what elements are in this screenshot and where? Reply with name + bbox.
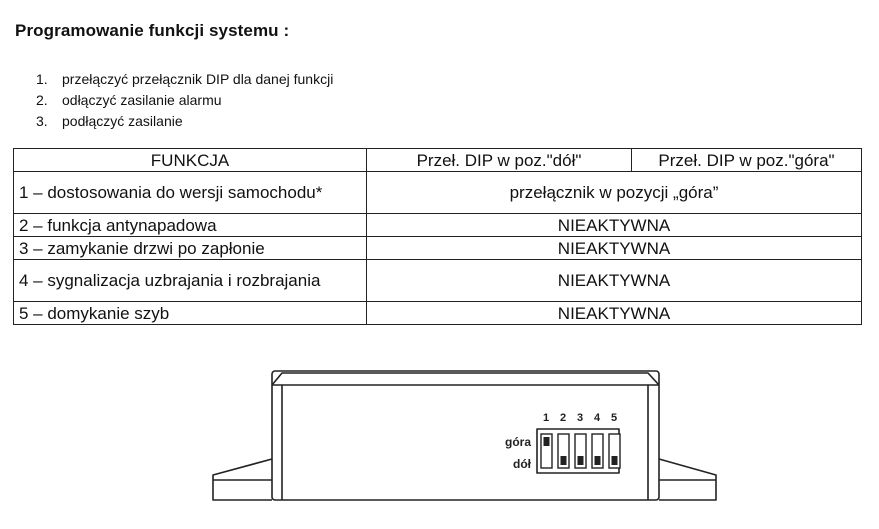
dip-switch-2-knob [561,456,567,465]
function-cell: 3 – zamykanie drzwi po zapłonie [14,237,367,260]
function-cell: 5 – domykanie szyb [14,302,367,325]
header-dip-down: Przeł. DIP w poz."dół" [367,149,632,172]
step-text: przełączyć przełącznik DIP dla danej funkcji [62,71,334,87]
steps-list [36,69,333,132]
step-item [36,90,333,111]
dip-switch-4-knob [595,456,601,465]
dip-switch-group [541,434,620,468]
section-heading: Programowanie funkcji systemu : [15,21,290,40]
function-cell: 2 – funkcja antynapadowa [14,214,367,237]
module-top-chamfer [272,373,659,385]
value-cell: NIEAKTYWNA [367,214,862,237]
label-down: dół [513,457,531,471]
step-item [36,111,333,132]
switch-number-5: 5 [610,412,618,424]
switch-number-1: 1 [542,412,550,424]
label-up: góra [504,435,531,449]
function-cell: 1 – dostosowania do wersji samochodu* [14,172,367,214]
header-dip-up: Przeł. DIP w poz."góra" [632,149,862,172]
header-function: FUNKCJA [14,149,367,172]
step-number: 2. [36,92,48,108]
function-cell: 4 – sygnalizacja uzbrajania i rozbrajania [14,260,367,302]
switch-number-4: 4 [593,412,601,424]
table-row [14,302,862,325]
switch-number-2: 2 [559,412,567,424]
dip-switch-1-knob [544,437,550,446]
step-number: 1. [36,71,48,87]
step-text: odłączyć zasilanie alarmu [62,92,222,108]
table-row [14,172,862,214]
value-cell: NIEAKTYWNA [367,237,862,260]
value-cell: przełącznik w pozycji „góra” [367,172,862,214]
table-row [14,214,862,237]
function-table [13,148,862,325]
table-row [14,260,862,302]
table-header-row [14,149,862,172]
value-cell: NIEAKTYWNA [367,302,862,325]
value-cell: NIEAKTYWNA [367,260,862,302]
step-text: podłączyć zasilanie [62,113,183,129]
dip-switch-5-knob [612,456,618,465]
dip-switch-3-knob [578,456,584,465]
switch-number-3: 3 [576,412,584,424]
step-item [36,69,333,90]
step-number: 3. [36,113,48,129]
table-row [14,237,862,260]
